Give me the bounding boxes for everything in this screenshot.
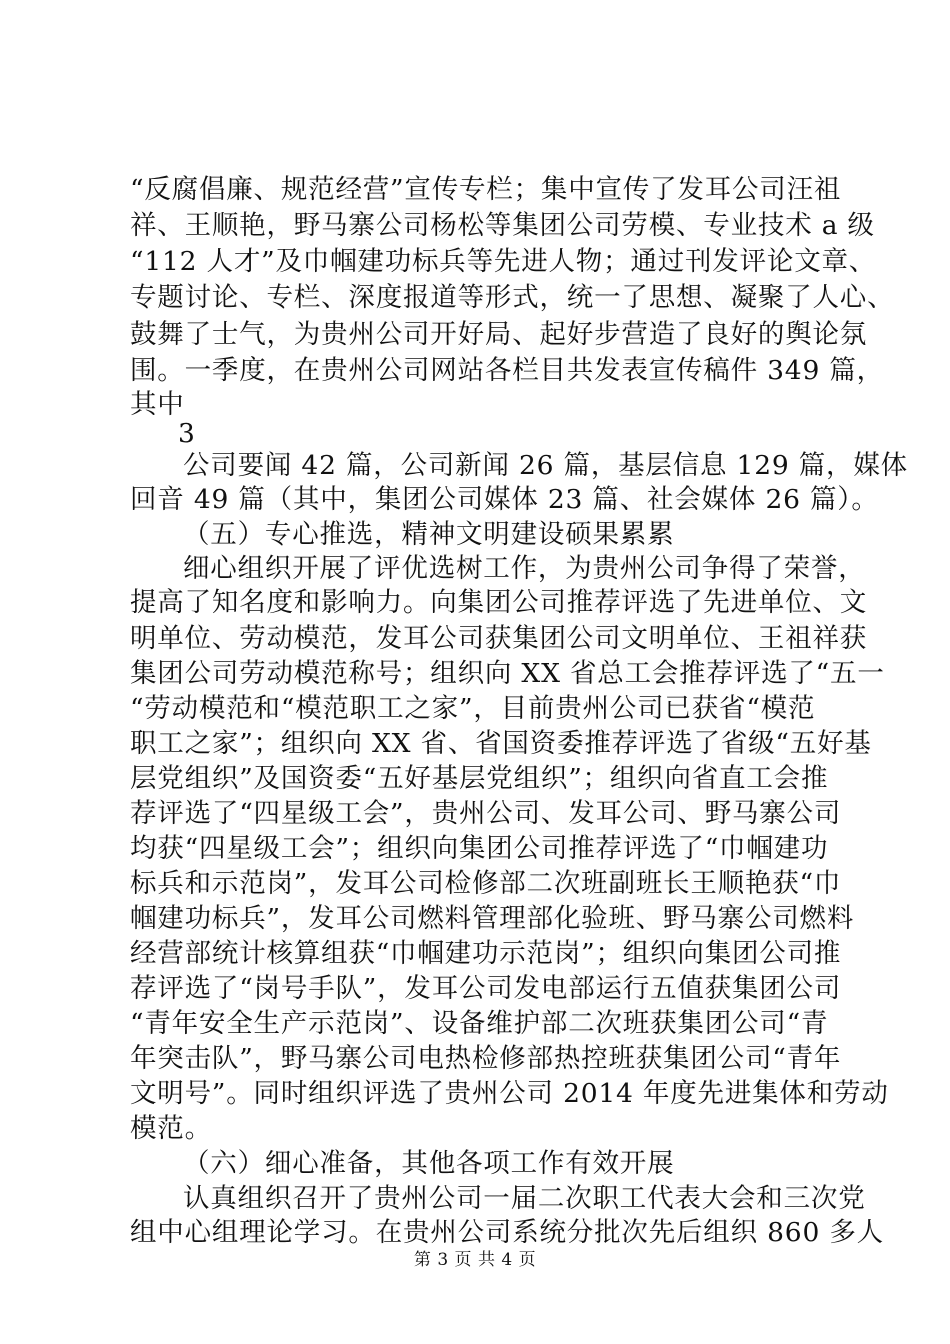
inline-page-number: 3 [178, 418, 196, 449]
text-line: “劳动模范和“模范职工之家”，目前贵州公司已获省“模范 [130, 693, 816, 724]
text-line: 认真组织召开了贵州公司一届二次职工代表大会和三次党 [183, 1183, 866, 1214]
text-line: 模范。 [130, 1113, 212, 1144]
text-line: “青年安全生产示范岗”、设备维护部二次班获集团公司“青 [130, 1008, 829, 1039]
text-line: 围。一季度，在贵州公司网站各栏目共发表宣传稿件 349 篇， [130, 355, 884, 386]
text-line: 经营部统计核算组获“巾帼建功示范岗”；组织向集团公司推 [130, 938, 842, 969]
text-line: 集团公司劳动模范称号；组织向 XX 省总工会推荐评选了“五一 [130, 658, 885, 689]
text-line: “反腐倡廉、规范经营”宣传专栏；集中宣传了发耳公司汪祖 [130, 174, 842, 205]
text-line: 文明号”。同时组织评选了贵州公司 2014 年度先进集体和劳动 [130, 1078, 889, 1109]
text-line: 其中 [130, 389, 185, 420]
text-line: 鼓舞了士气，为贵州公司开好局、起好步营造了良好的舆论氛 [130, 319, 868, 350]
section-heading: （六）细心准备，其他各项工作有效开展 [183, 1148, 675, 1179]
text-line: 公司要闻 42 篇，公司新闻 26 篇，基层信息 129 篇，媒体 [183, 450, 908, 481]
text-line: 提高了知名度和影响力。向集团公司推荐评选了先进单位、文 [130, 587, 868, 618]
text-line: 均获“四星级工会”；组织向集团公司推荐评选了“巾帼建功 [130, 833, 829, 864]
text-line: 层党组织”及国资委“五好基层党组织”；组织向省直工会推 [130, 763, 829, 794]
text-line: 组中心组理论学习。在贵州公司系统分批次先后组织 860 多人 [130, 1217, 884, 1248]
text-line: 专题讨论、专栏、深度报道等形式，统一了思想、凝聚了人心、 [130, 282, 895, 313]
text-line: 荐评选了“四星级工会”，贵州公司、发耳公司、野马寨公司 [130, 798, 842, 829]
text-line: 年突击队”，野马寨公司电热检修部热控班获集团公司“青年 [130, 1043, 842, 1074]
text-line: 职工之家”；组织向 XX 省、省国资委推荐评选了省级“五好基 [130, 728, 872, 759]
text-line: “112 人才”及巾帼建功标兵等先进人物；通过刊发评论文章、 [130, 246, 877, 277]
section-heading: （五）专心推选，精神文明建设硕果累累 [183, 519, 675, 550]
text-line: 明单位、劳动模范，发耳公司获集团公司文明单位、王祖祥获 [130, 623, 868, 654]
text-line: 祥、王顺艳，野马寨公司杨松等集团公司劳模、专业技术 a 级 [130, 210, 875, 241]
text-line: 帼建功标兵”，发耳公司燃料管理部化验班、野马寨公司燃料 [130, 903, 855, 934]
text-line: 细心组织开展了评优选树工作，为贵州公司争得了荣誉， [183, 553, 866, 584]
page-footer: 第 3 页 共 4 页 [413, 1250, 537, 1270]
text-line: 标兵和示范岗”，发耳公司检修部二次班副班长王顺艳获“巾 [130, 868, 842, 899]
text-line: 回音 49 篇（其中，集团公司媒体 23 篇、社会媒体 26 篇）。 [130, 484, 879, 515]
text-line: 荐评选了“岗号手队”，发耳公司发电部运行五值获集团公司 [130, 973, 842, 1004]
